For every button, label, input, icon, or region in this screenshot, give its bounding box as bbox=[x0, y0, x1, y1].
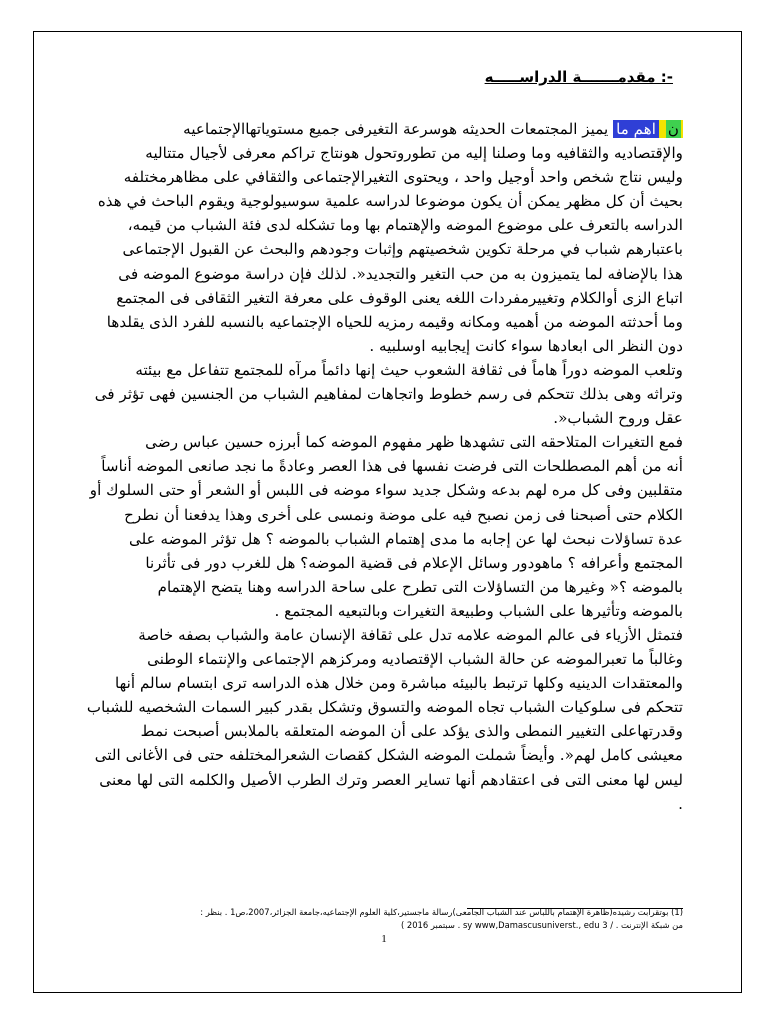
paragraph-line: اتباع الزى أوالكلام وتغييرمفردات اللغه يعنى الوقوف على معرفة التغير الثقافى فى المجتمع bbox=[116, 288, 683, 307]
paragraph-line: وتراثه وهى بذلك تتحكم فى رسم خطوط واتجاهات لمفاهيم الشباب من الجنسين فهى تؤثر فى bbox=[94, 385, 683, 404]
paragraph-line: . bbox=[678, 794, 683, 813]
highlight-blue: اهم ما bbox=[613, 120, 659, 138]
highlight-yellow bbox=[659, 120, 683, 138]
paragraph-line: باعتبارهم شباب في مرحلة تكوين شخصيتهم وإثبات وجودهم والبحث عن القبول الإجتماعى bbox=[122, 240, 683, 259]
section-heading: -: مقدمـــــــة الدراســـــه bbox=[484, 68, 673, 86]
paragraph-line: وما أحدثته الموضه من أهميه ومكانه وقيمه رمزيه للحياه الإجتماعيه بالنسبه للفرد الذى يقلدها bbox=[106, 312, 683, 331]
paragraph-line bbox=[86, 117, 683, 141]
paragraph-line: وقدرتهاعلى التغيير النمطى والذى يؤكد على أن الموضه المتعلقه بالملابس أصبحت نمط bbox=[140, 722, 683, 741]
paragraph-4 bbox=[86, 623, 683, 816]
paragraph-line: أنه من أهم المصطلحات التى فرضت نفسها فى هذا العصر وعادةً ما نجد صانعى الموضه أناساً bbox=[101, 457, 683, 476]
paragraph-line: فمع التغيرات المتلاحقه التى تشهدها ظهر مفهوم الموضه كما أبرزه حسين عباس رضى bbox=[145, 433, 683, 452]
footnote-line: من شبكة الإنترنت . / sy www,Damascusuniverst., edu 3 . سبتمبر 2016 ) bbox=[400, 920, 683, 930]
highlight-green: ن bbox=[667, 120, 679, 138]
paragraph-line: فتمثل الأزياء فى عالم الموضه علامه تدل على ثقافة الإنسان عامة والشباب بصفه خاصة bbox=[138, 625, 683, 644]
paragraph-1 bbox=[86, 117, 683, 358]
paragraph-line: عقل وروح الشباب«. bbox=[553, 409, 683, 428]
footnotes bbox=[86, 906, 683, 932]
paragraph-line: عدة تساؤلات نبحث لها عن إجابه ما مدى إهتمام الشباب بالموضه ؟ هل تؤثر الموضه على bbox=[128, 529, 683, 548]
paragraph-line: بالموضه ؟« وغيرها من التساؤلات التى تطرح على ساحة الدراسه وهنا يتضح الإهتمام bbox=[157, 577, 683, 596]
paragraph-line: تتحكم فى سلوكيات الشباب تجاه الموضه والتسوق وتشكل بقدر كبير السمات الشخصيه للشباب bbox=[86, 698, 683, 717]
paragraph-line: بالموضه وتأثيرها على الشباب وطبيعة التغيرات وبالتبعيه المجتمع . bbox=[274, 601, 683, 620]
paragraph-3 bbox=[86, 430, 683, 623]
paragraph-line: متقلبين وفى كل مره لهم بدعه وشكل جديد سواء موضه فى اللبس أو الشعر أو حتى السلوك أو bbox=[89, 481, 683, 500]
paragraph-line: هذا بالإضافه لما يتميزون به من حب التغير والتجديد«. لذلك فإن دراسة موضوع الموضه فى bbox=[118, 264, 683, 283]
paragraph-2 bbox=[86, 358, 683, 430]
paragraph-line: والمعتقدات الدينيه وكلها ترتبط بالبيئه مباشرة ومن خلال هذه الدراسه ترى ابتسام سالم أنها bbox=[115, 674, 683, 693]
paragraph-line: وغالباً ما تعبرالموضه عن حالة الشباب الإقتصاديه ومركزهم الإجتماعى والإنتماء الوطنى bbox=[147, 650, 683, 669]
paragraph-line: معيشى كامل لهم«. وأيضاً شملت الموضه الشكل كقصات الشعرالمختلفه حتى فى الأغانى التى bbox=[94, 746, 683, 765]
paragraph-line: المجتمع وأعرافه ؟ ماهودور وسائل الإعلام فى قضية الموضه؟ هل للغرب دور فى تأثرنا bbox=[145, 553, 683, 572]
footnote-line: (1) بوتقرابت رشيده(ظاهرة الإهتمام باللباس عند الشباب الجامعى)رسالة ماجستير،كلية العلوم الإجتماعيه،جامعة الجزائر،2007،ص1 . بنظر : bbox=[200, 907, 683, 917]
paragraph-line: وليس نتاج شخص واحد أوجيل واحد ، ويحتوى التغيرالإجتماعى والثقافي على مظاهرمختلفه bbox=[123, 168, 683, 187]
paragraph-line: وتلعب الموضه دوراً هاماً فى ثقافة الشعوب حيث إنها دائماً مرآه للمجتمع تتفاعل مع بيئته bbox=[135, 360, 683, 379]
paragraph-line: بحيث أن كل مظهر يمكن أن يكون موضوعا لدراسه علمية سوسيولوجية ويقوم الباحث في هذه bbox=[97, 192, 683, 211]
paragraph-line: الكلام حتى أصبحنا فى زمن نصبح فيه على موضة ونمسى على أخرى وهذا يدفعنا أن نطرح bbox=[124, 505, 683, 524]
paragraph-line-text: يميز المجتمعات الحديثه هوسرعة التغيرفى جميع مستوياتهاالإجتماعيه bbox=[183, 120, 609, 138]
body-text bbox=[86, 117, 683, 816]
paragraph-line: الدراسه بالتعرف على موضوع الموضه والإهتمام بها وما تشكله لدى فئة الشباب من قيمه، bbox=[127, 216, 683, 235]
paragraph-line: والإقتصاديه والثقافيه وما وصلنا إليه من تطوروتحول هونتاج تراكم معرفى لأجيال متتاليه bbox=[145, 144, 683, 163]
paragraph-line: دون النظر الى ابعادها سواء كانت إيجابيه اوسلبيه . bbox=[369, 336, 683, 355]
paragraph-line: ليس لها معنى التى فى اعتقادهم أنها تساير العصر وترك الطرب الأصيل والكلمه التى لها معنى bbox=[99, 770, 683, 789]
page-number: 1 bbox=[381, 933, 387, 945]
